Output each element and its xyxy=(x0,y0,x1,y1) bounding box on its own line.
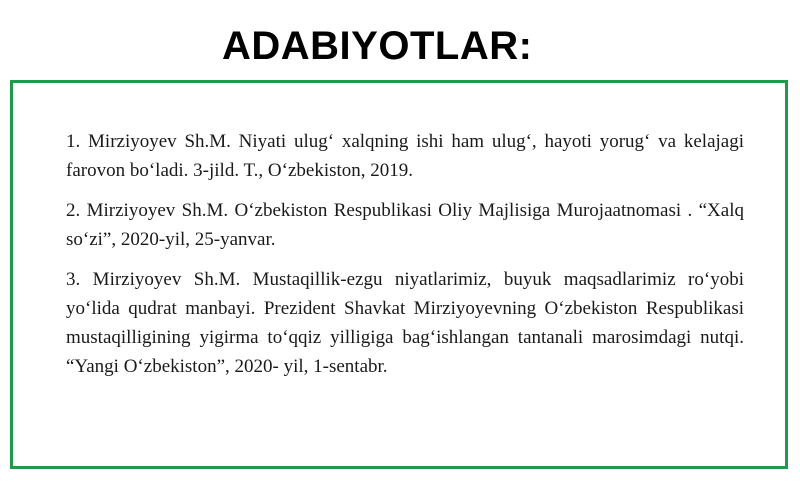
reference-item: 2. Mirziyoyev Sh.M. O‘zbekiston Respublikasi Oliy Majlisiga Murojaatnomasi . “Xalq so‘zi”, 2020-yil, 25-yanvar. xyxy=(66,200,744,250)
reference-item: 1. Mirziyoyev Sh.M. Niyati ulug‘ xalqning ishi ham ulug‘, hayoti yorug‘ va kelajagi farovon bo‘ladi. 3-jild. T., O‘zbekiston, 2019. xyxy=(66,131,744,181)
reference-item: 3. Mirziyoyev Sh.M. Mustaqillik-ezgu niyatlarimiz, buyuk maqsadlarimiz ro‘yobi yo‘lida qudrat manbayi. Prezident Shavkat Mirziyoyevning O‘zbekiston Respublikasi mustaqilligining yigirma to‘qqiz yilligiga bag‘ishlangan tantanali marosimdagi nutqi. “Yangi O‘zbekiston”, 2020- yil, 1-sentabr. xyxy=(66,269,744,377)
references-list xyxy=(66,127,744,392)
page-title: ADABIYOTLAR: xyxy=(222,24,533,68)
